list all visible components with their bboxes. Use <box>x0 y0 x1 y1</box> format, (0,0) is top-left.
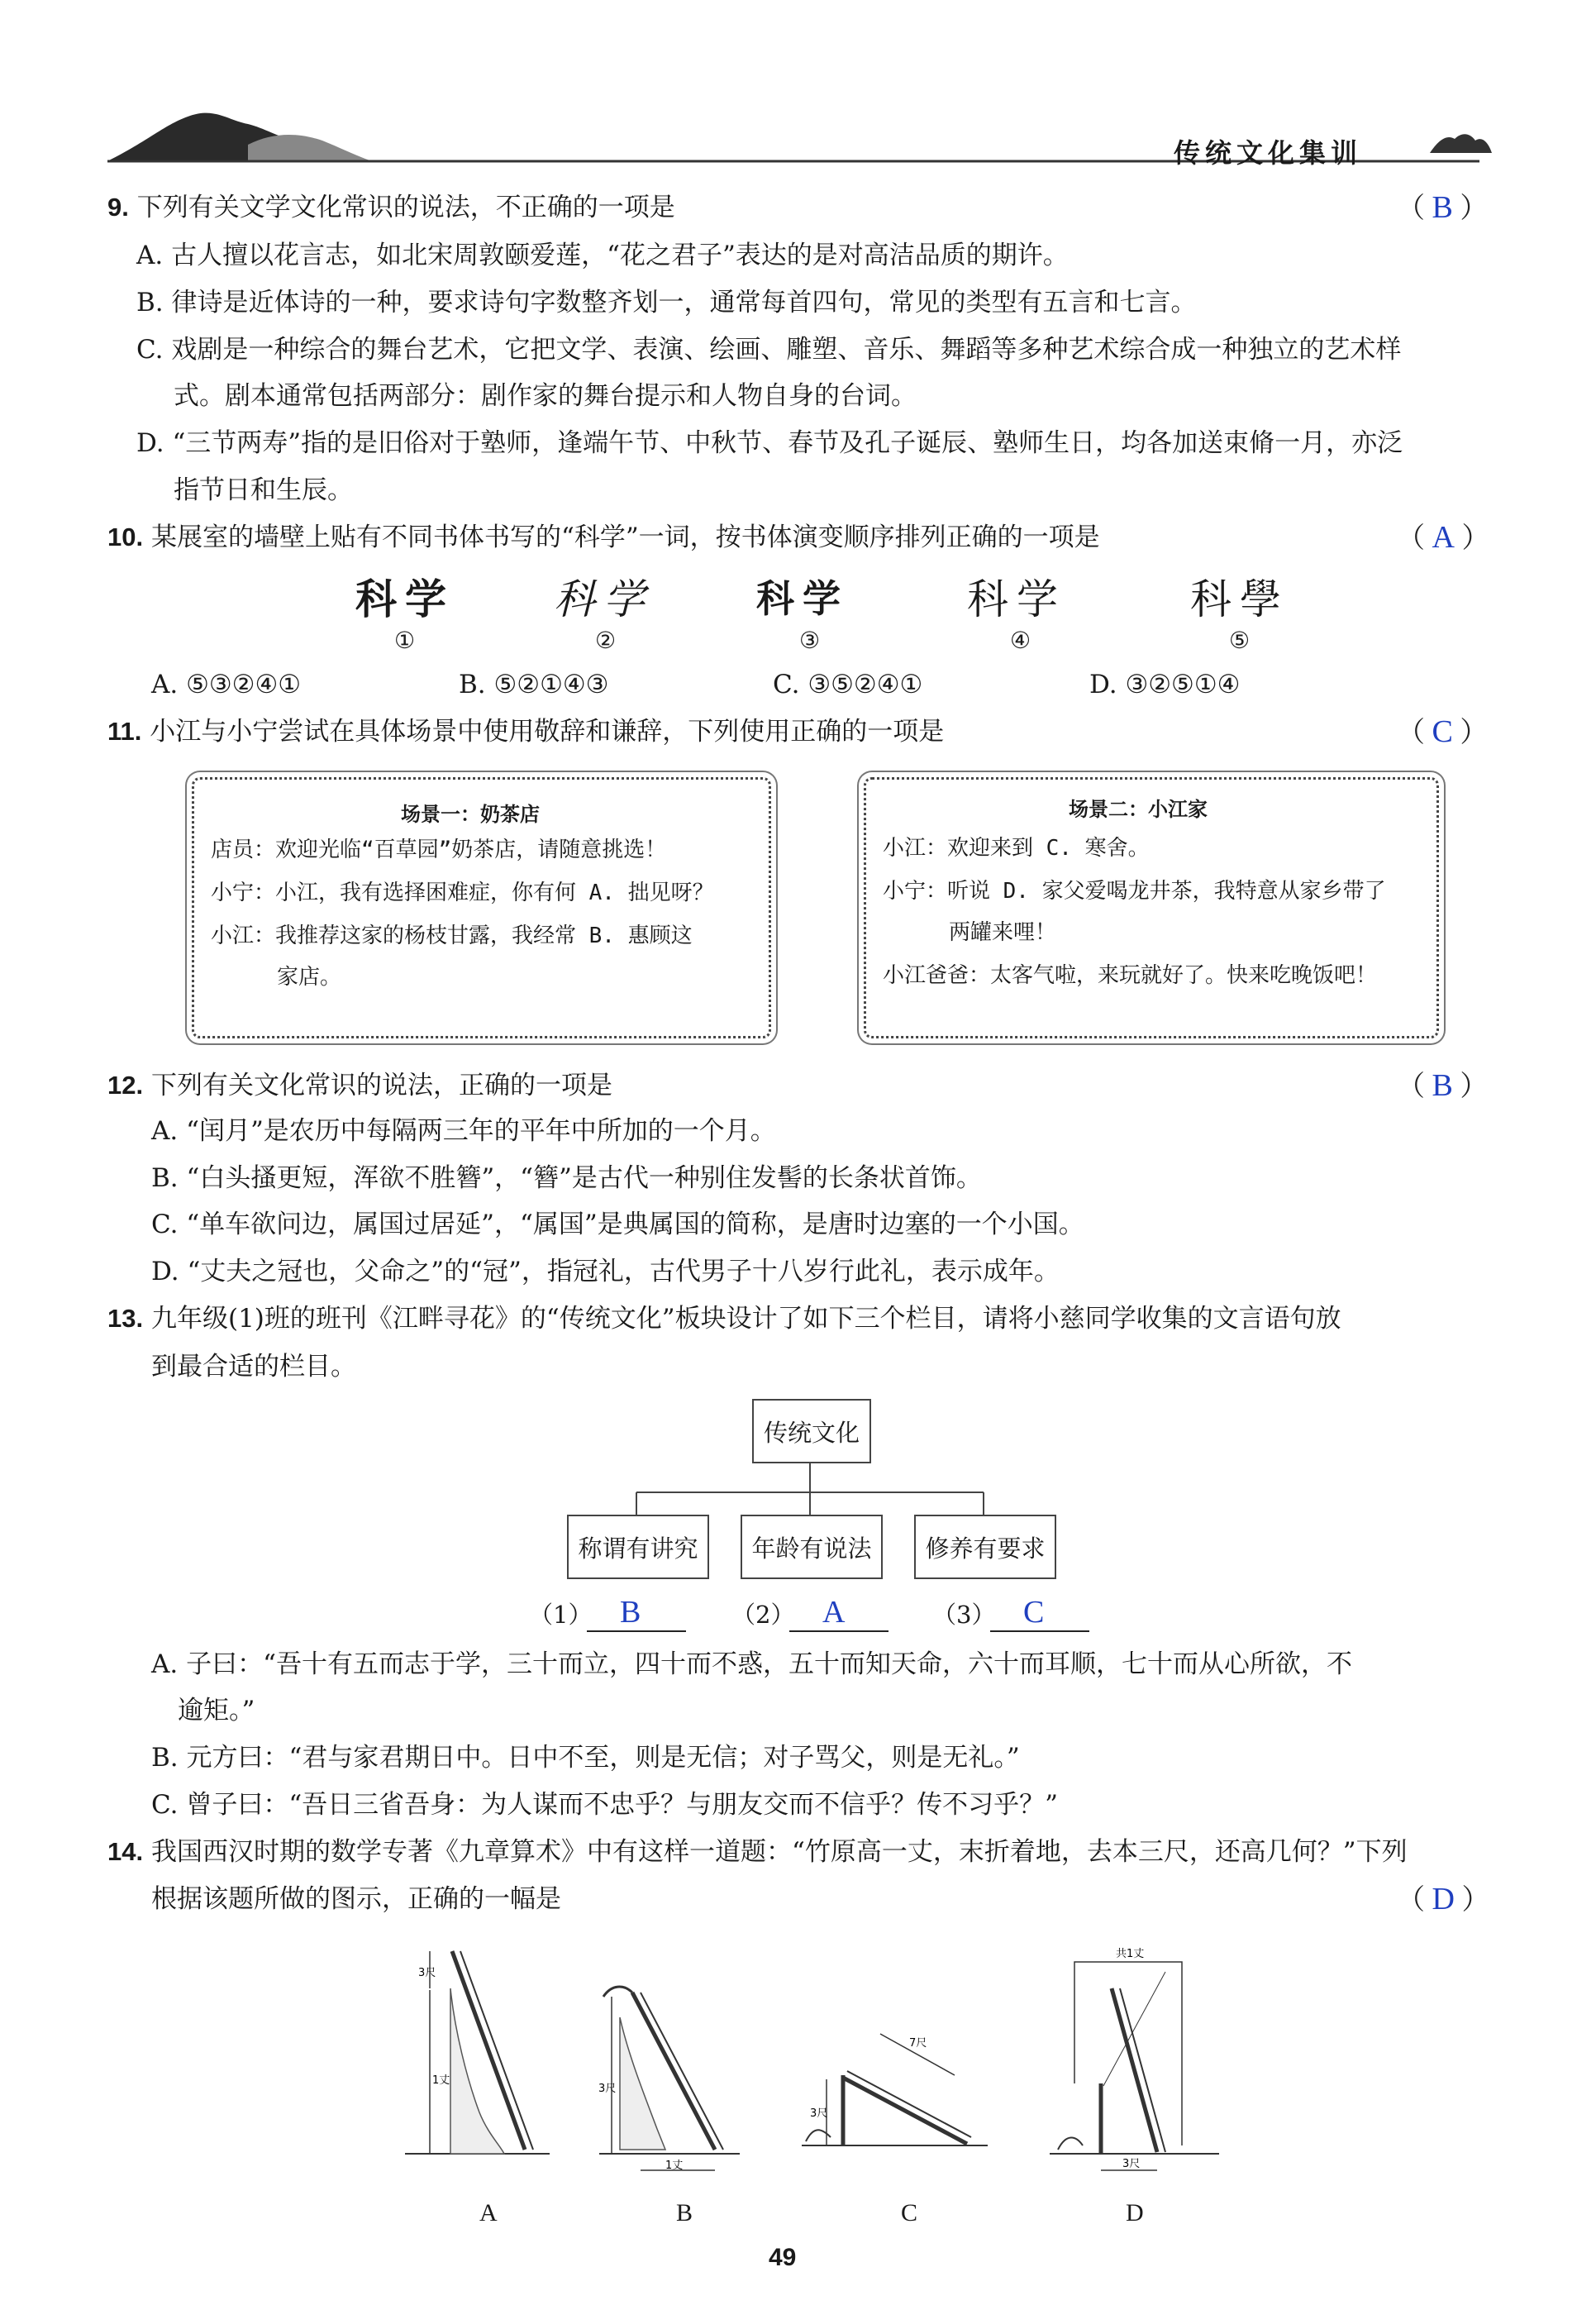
page-number: 49 <box>769 2244 797 2271</box>
tree-branch-box-2: 年龄有说法 <box>741 1515 883 1579</box>
answer-letter: B <box>1432 1068 1453 1103</box>
option-b: B. 元方曰：“君与家君期日中。日中不至，则是无信；对子骂父，则是无礼。” <box>151 1743 1020 1773</box>
blank-1-answer: B <box>620 1595 641 1630</box>
circle-num-4: ④ <box>1010 627 1031 654</box>
question-number: 14. <box>107 1837 144 1866</box>
fig-label-text: 1丈 <box>432 2074 450 2087</box>
question-number: 12. <box>107 1071 144 1100</box>
question-stem-cont: 到最合适的栏目。 <box>151 1352 356 1382</box>
option-d-cont: 指节日和生辰。 <box>174 475 353 505</box>
option-c: C. “单车欲问边，属国过居延”，“属国”是典属国的简称，是唐时边塞的一个小国。 <box>151 1210 1084 1239</box>
answer-slot: （ C ） <box>1397 714 1489 749</box>
circle-num-3: ③ <box>799 627 821 654</box>
fig-label-text: 1丈 <box>665 2160 684 2172</box>
blank-2-line <box>789 1630 889 1632</box>
fig-label-text: 3尺 <box>598 2083 617 2095</box>
option-d: D. “三节两寿”指的是旧俗对于塾师，逢端午节、中秋节、春节及孔子诞辰、塾师生日，均各加送束脩一月，亦泛 <box>136 428 1403 458</box>
fig-label-text: 7尺 <box>909 2037 927 2050</box>
figure-label-b: B <box>676 2199 693 2226</box>
option-a: A. 子曰：“吾十有五而志于学，三十而立，四十而不惑，五十而知天命，六十而耳顺，七十而从心所欲，不 <box>151 1649 1352 1679</box>
answer-letter: C <box>1432 714 1453 749</box>
scene-line: 店员：欢迎光临“百草园”奶茶店，请随意挑选！ <box>211 838 667 862</box>
scene-line: 家店。 <box>277 965 342 990</box>
bamboo-figure-c <box>802 1939 992 2179</box>
answer-slot: （ D ） <box>1397 1882 1490 1916</box>
option-c: C. ③⑤②④① <box>773 670 923 699</box>
scene-line: 小江爸爸：太客气啦，来玩就好了。快来吃晚饭吧！ <box>883 963 1378 988</box>
circle-num-2: ② <box>595 627 617 654</box>
figure-label-a: A <box>479 2199 498 2226</box>
option-c: C. 戏剧是一种综合的舞台艺术，它把文学、表演、绘画、雕塑、音乐、舞蹈等多种艺术综合成一种独立的艺术样 <box>136 335 1402 365</box>
question-stem: 下列有关文学文化常识的说法，不正确的一项是 <box>136 193 675 222</box>
blank-2-answer: A <box>822 1595 846 1630</box>
scene-title: 场景二：小江家 <box>1069 798 1208 821</box>
answer-slot: （ B ） <box>1397 1068 1489 1103</box>
tree-branch-box-3: 修养有要求 <box>914 1515 1056 1579</box>
scene-box-2 <box>864 777 1439 1038</box>
calligraphy-3: 科学 <box>756 577 849 620</box>
question-stem-cont: 根据该题所做的图示，正确的一幅是 <box>151 1884 561 1914</box>
question-stem: 九年级(1)班的班刊《江畔寻花》的“传统文化”板块设计了如下三个栏目，请将小慈同学收集的文言语句放 <box>150 1304 1341 1334</box>
option-a: A. ⑤③②④① <box>151 670 302 699</box>
option-d: D. “丈夫之冠也，父命之”的“冠”，指冠礼，古代男子十八岁行此礼，表示成年。 <box>151 1257 1060 1286</box>
answer-letter: B <box>1432 190 1453 225</box>
scene-line: 小江：我推荐这家的杨枝甘露，我经常 B. 惠顾这 <box>211 924 693 948</box>
calligraphy-5: 科學 <box>1190 575 1289 623</box>
bamboo-figure-b <box>595 1939 744 2179</box>
scene-line: 小宁：听说 D. 家父爱喝龙井茶，我特意从家乡带了 <box>883 879 1386 904</box>
option-a-cont: 逾矩。” <box>178 1696 255 1725</box>
blank-3-answer: C <box>1023 1595 1045 1630</box>
page-header <box>0 0 1596 178</box>
scene-line: 小江：欢迎来到 C. 寒舍。 <box>883 836 1150 861</box>
blank-3-label: （3） <box>932 1601 996 1629</box>
circle-num-1: ① <box>394 627 416 654</box>
scene-line: 两罐来哩！ <box>949 920 1057 945</box>
fig-label-text: 3尺 <box>810 2107 828 2120</box>
answer-letter: D <box>1432 1882 1455 1916</box>
figure-label-d: D <box>1126 2199 1144 2226</box>
question-stem: 我国西汉时期的数学专著《九章算术》中有这样一道题：“竹原高一丈，末折着地，去本三尺，还高几何？”下列 <box>150 1837 1408 1867</box>
bamboo-figure-d <box>1050 1939 1223 2179</box>
blank-1-line <box>587 1630 686 1632</box>
header-title: 传统文化集训 <box>1174 137 1363 169</box>
blank-1-label: （1） <box>529 1601 593 1629</box>
tree-branch-box-1: 称谓有讲究 <box>567 1515 709 1579</box>
option-c: C. 曾子曰：“吾日三省吾身：为人谋而不忠乎？与朋友交而不信乎？传不习乎？” <box>151 1790 1059 1820</box>
circle-num-5: ⑤ <box>1229 627 1251 654</box>
option-a: A. 古人擅以花言志，如北宋周敦颐爱莲，“花之君子”表达的是对高洁品质的期许。 <box>136 241 1069 270</box>
answer-slot: （ A ） <box>1397 520 1490 555</box>
option-b: B. “白头搔更短，浑欲不胜簪”，“簪”是古代一种别住发髻的长条状首饰。 <box>151 1163 982 1193</box>
option-c-cont: 式。剧本通常包括两部分：剧作家的舞台提示和人物自身的台词。 <box>174 381 917 411</box>
calligraphy-4: 科学 <box>967 575 1066 623</box>
blank-2-label: （2） <box>731 1601 795 1629</box>
answer-slot: （ B ） <box>1397 190 1489 225</box>
fig-label-text: 3尺 <box>418 1967 436 1979</box>
option-b: B. 律诗是近体诗的一种，要求诗句字数整齐划一，通常每首四句，常见的类型有五言和七言。 <box>136 288 1197 317</box>
scene-box-1 <box>192 777 771 1038</box>
option-b: B. ⑤②①④③ <box>459 670 609 699</box>
calligraphy-1: 科学 <box>355 575 455 623</box>
option-a: A. “闰月”是农历中每隔两三年的平年中所加的一个月。 <box>151 1116 776 1146</box>
question-stem: 小江与小宁尝试在具体场景中使用敬辞和谦辞，下列使用正确的一项是 <box>150 717 945 747</box>
answer-letter: A <box>1432 520 1455 555</box>
option-d: D. ③②⑤①④ <box>1089 670 1241 699</box>
question-number: 10. <box>107 523 144 551</box>
bamboo-figure-a <box>405 1939 554 2179</box>
question-number: 9. <box>107 193 129 222</box>
tree-root-box: 传统文化 <box>752 1399 871 1463</box>
question-stem: 下列有关文化常识的说法，正确的一项是 <box>150 1071 612 1100</box>
question-stem: 某展室的墙壁上贴有不同书体书写的“科学”一词，按书体演变顺序排列正确的一项是 <box>150 523 1100 552</box>
question-number: 13. <box>107 1304 144 1333</box>
fig-label-text: 共1丈 <box>1116 1948 1145 1960</box>
fig-label-text: 3尺 <box>1122 2158 1141 2170</box>
figure-label-c: C <box>901 2199 918 2226</box>
scene-line: 小宁：小江，我有选择困难症，你有何 A. 拙见呀？ <box>211 881 714 905</box>
blank-3-line <box>990 1630 1089 1632</box>
scene-title: 场景一：奶茶店 <box>401 803 540 826</box>
question-number: 11. <box>107 717 142 746</box>
calligraphy-2: 科学 <box>554 575 653 623</box>
